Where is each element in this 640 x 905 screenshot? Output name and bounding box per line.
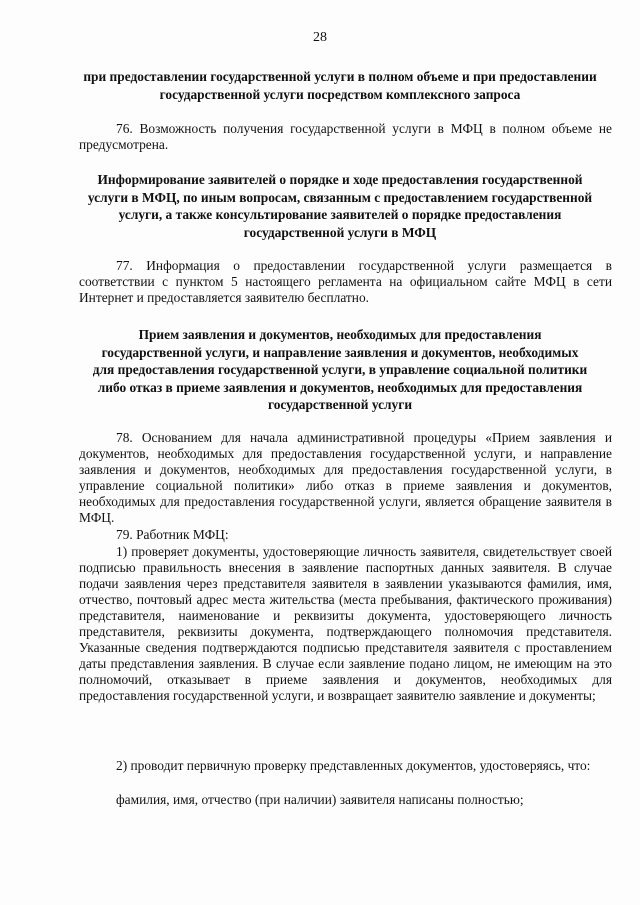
section-heading-informing-applicants: Информирование заявителей о порядке и ходе предоставления государственной услуги в МФЦ, по иным вопросам, связанным с предоставлением государственной услуги, а также консультирование заявителей о порядке предоставления государственной услуги в МФЦ bbox=[87, 172, 593, 240]
page-number: 28 bbox=[313, 30, 327, 45]
paragraph-79-item-2: 2) проводит первичную проверку представленных документов, удостоверяясь, что: bbox=[116, 758, 591, 773]
paragraph-79-item-2-subitem: фамилия, имя, отчество (при наличии) заявителя написаны полностью; bbox=[116, 792, 524, 807]
paragraph-77: 77. Информация о предоставлении государственной услуги размещается в соответствии с пунктом 5 настоящего регламента на официальном сайте МФЦ в сети Интернет и предоставляется заявителю бесплатно. bbox=[79, 258, 612, 305]
paragraph-78: 78. Основанием для начала административной процедуры «Прием заявления и документов, необходимых для предоставления государственной услуги, и направление заявления и документов, необходимых для предоставления государственной услуги, в управление социальной политики» либо отказ в приеме заявления и документов, необходимых для предоставления государственной услуги, является обращение заявителя в МФЦ. bbox=[79, 430, 612, 525]
section-heading-complex-request: при предоставлении государственной услуги в полном объеме и при предоставлении государственной услуги посредством комплексного запроса bbox=[83, 69, 597, 102]
paragraph-79-item-1: 1) проверяет документы, удостоверяющие личность заявителя, свидетельствует своей подписью правильность внесения в заявление паспортных данных заявителя. В случае подачи заявления через представителя заявителя в заявлении указываются фамилия, имя, отчество, почтовый адрес места жительства (места пребывания, фактического проживания) представителя, наименование и реквизиты документа, удостоверяющего личность представителя, реквизиты документа, подтверждающего полномочия представителя. Указанные сведения подтверждаются подписью представителя заявителя с проставлением даты представления заявления. В случае если заявление подано лицом, не имеющим на это полномочий, отказывает в приеме заявления и документов, необходимых для предоставления государственной услуги, и возвращает заявителю заявление и документы; bbox=[79, 544, 612, 703]
section-heading-application-intake: Прием заявления и документов, необходимых для предоставления государственной услуги, и направление заявления и документов, необходимых для предоставления государственной услуги, в управление социальной политики либо отказ в приеме заявления и документов, необходимых для предоставления государственной услуги bbox=[92, 327, 588, 412]
paragraph-79: 79. Работник МФЦ: bbox=[116, 527, 229, 542]
paragraph-76: 76. Возможность получения государственной услуги в МФЦ в полном объеме не предусмотрена. bbox=[79, 121, 612, 152]
